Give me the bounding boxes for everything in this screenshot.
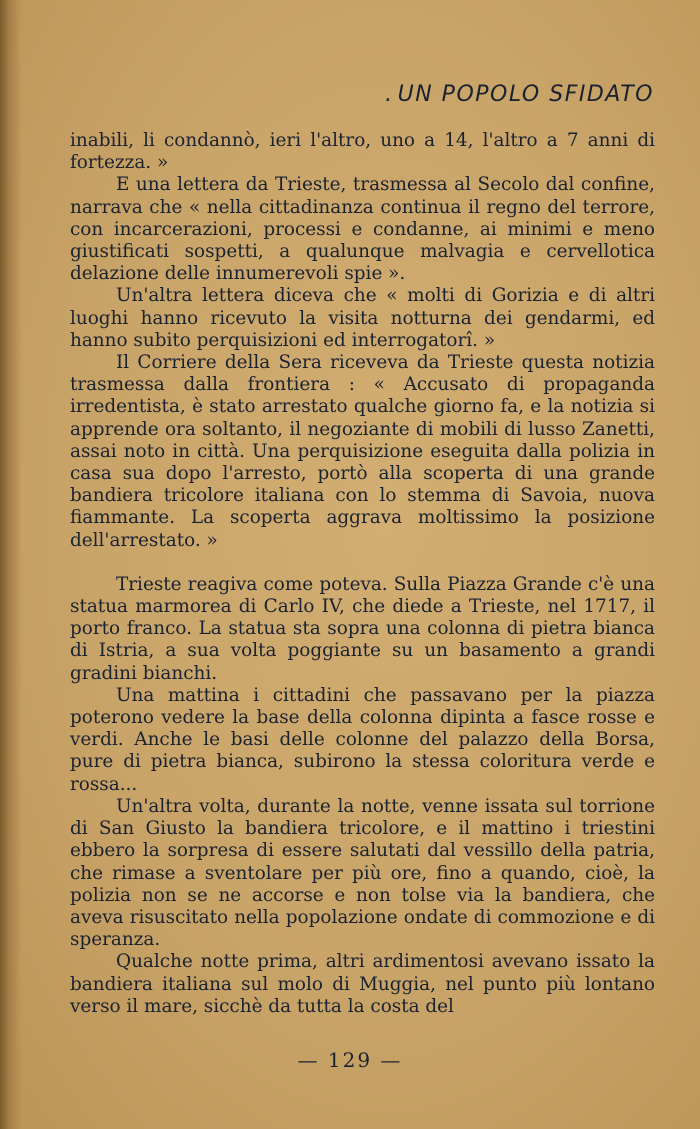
- running-head: [385, 82, 654, 107]
- paragraph: Un'altra volta, durante la notte, venne issata sul torrione di San Giusto la bandiera tricolore, e il mattino i triestini ebbero la sorpresa di essere salutati dal vessillo della patria, che rimase a sventolare per più ore, fino a quando, cioè, la polizia non se ne accorse e non tolse via la bandiera, che aveva risuscitato nella popolazione ondate di commozione e di speranza.: [70, 795, 655, 951]
- paragraph: Qualche notte prima, altri ardimentosi avevano issato la bandiera italiana sul molo di Muggia, nel punto più lontano verso il mare, sicchè da tutta la costa del: [70, 951, 655, 1017]
- running-head-text: UN POPOLO SFIDATO: [397, 82, 654, 107]
- body-text: [70, 130, 655, 1018]
- page-gutter-shadow: [0, 0, 22, 1129]
- paragraph: Un'altra lettera diceva che « molti di Gorizia e di altri luoghi hanno ricevuto la visita notturna dei gendarmi, ed hanno subito perquisizioni ed interrogatorî. »: [70, 285, 655, 351]
- paragraph: E una lettera da Trieste, trasmessa al Secolo dal confine, narrava che « nella cittadinanza continua il regno del terrore, con incarcerazioni, processi e condanne, ai minimi e meno giustificati sospetti, a qualunque malvagia e cervellotica delazione delle innumerevoli spie ».: [70, 174, 655, 285]
- paragraph: Una mattina i cittadini che passavano per la piazza poterono vedere la base della colonna dipinta a fasce rosse e verdi. Anche le basi delle colonne del palazzo della Borsa, pure di pietra bianca, subirono la stessa coloritura verde e rossa...: [70, 684, 655, 795]
- paragraph: Trieste reagiva come poteva. Sulla Piazza Grande c'è una statua marmorea di Carlo IV, che diede a Trieste, nel 1717, il porto franco. La statua sta sopra una colonna di pietra bianca di Istria, a sua volta poggiante su un basamento a grandi gradini bianchi.: [70, 573, 655, 684]
- paragraph: Il Corriere della Sera riceveva da Trieste questa notizia trasmessa dalla frontiera : « Accusato di propaganda irredentista, è stato arrestato qualche giorno fa, e la notizia si apprende ora soltanto, il negoziante di mobili di lusso Zanetti, assai noto in città. Una perquisizione eseguita dalla polizia in casa sua dopo l'arresto, portò alla scoperta di una grande bandiera tricolore italiana con lo stemma di Savoia, nuova fiammante. La scoperta aggrava moltissimo la posizione dell'arrestato. »: [70, 352, 655, 551]
- paragraph: inabili, li condannò, ieri l'altro, uno a 14, l'altro a 7 anni di fortezza. »: [70, 130, 655, 174]
- page-number: — 129 —: [297, 1048, 403, 1072]
- running-head-dot: .: [385, 82, 394, 107]
